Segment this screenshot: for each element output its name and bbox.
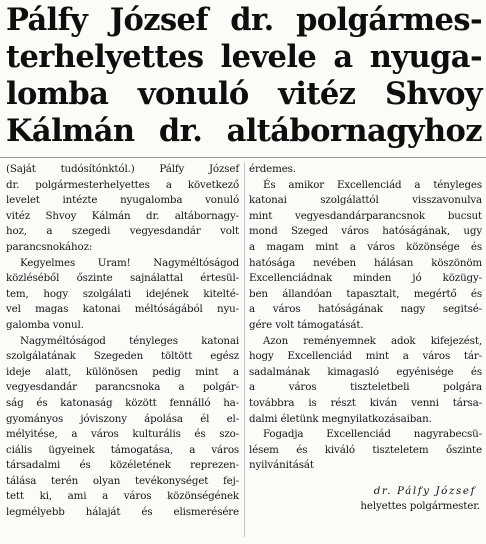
body-line: ciális ügyeinek támogatása, a város: [6, 443, 239, 456]
body-line: tálása terén olyan tevékonységet fej-: [6, 474, 239, 487]
body-line: Nagyméltóságod tényleges katonai: [20, 334, 239, 347]
body-line: vegyesdandár parancsnoka a polgár-: [6, 381, 239, 394]
headline-line: Pálfy József dr. polgármes-: [6, 2, 482, 38]
body-line: mélyitése, a város kulturális és szo-: [6, 428, 239, 441]
body-line: hoz, a szegedi vegyesdandár volt: [6, 225, 239, 238]
signature-name: dr. Pálfy József: [373, 484, 476, 497]
body-line: katonai szolgálattól visszavonulva: [249, 194, 482, 207]
body-line: a város tiszteletbeli polgára: [249, 381, 482, 394]
body-line: tem, hogy szolgálati idejének kitelté-: [6, 287, 239, 300]
body-line: dalmi életünk megnyilatkozásaiban.: [249, 412, 432, 425]
body-line: dr. polgármesterhelyettes a következő: [6, 178, 239, 191]
body-line: legmélyebb hálaját és elismerésére: [6, 506, 239, 519]
body-line: gyományos jóviszony ápolása él el-: [6, 412, 239, 425]
signature-title: helyettes polgármester.: [360, 500, 480, 513]
body-line: közléséből őszinte sajnálattal értesül-: [6, 272, 239, 285]
article-headline: [6, 2, 482, 150]
body-line: lésem és kiváló tiszteletem őszinte: [249, 443, 482, 456]
body-line: ság és katonaság között fennálló ha-: [6, 396, 239, 409]
body-line: Kegyelmes Uram! Nagyméltóságod: [20, 256, 239, 269]
signature-spacer: [249, 474, 482, 484]
body-line: mond Szeged város hatóságának, ugy: [249, 225, 482, 238]
body-line: levelet intézte nyugalomba vonuló: [6, 194, 239, 207]
body-line: tett ki, ami a város közönségének: [6, 490, 239, 503]
headline-line: lomba vonuló vitéz Shvoy: [6, 76, 482, 112]
body-line: (Saját tudósítónktól.) Pálfy József: [6, 163, 239, 175]
body-line: társadalmi és közéletének reprezen-: [6, 459, 239, 472]
body-line: nyilvánitását: [249, 459, 314, 472]
body-line: ben állandóan tapasztalt, megértő és: [249, 287, 482, 300]
article-right-column: [249, 162, 482, 515]
body-line: galomba vonul.: [6, 318, 84, 331]
body-line: a magam mint a város közönsége és: [249, 240, 482, 253]
column-divider: [244, 162, 245, 537]
headline-line: terhelyettes levele a nyuga-: [6, 39, 482, 75]
body-line: vel magas katonai méltóságából nyu-: [6, 303, 239, 316]
body-line: mint vegyesdandárparancsnok bucsut: [249, 209, 482, 222]
body-line: Azon reményemnek adok kifejezést,: [263, 334, 482, 347]
body-line: sadalmának kimagasló egyénisége és: [249, 365, 482, 378]
body-line: vitéz Shvoy Kálmán dr. altábornagy-: [6, 209, 239, 222]
headline-line: Kálmán dr. altábornagyhoz: [6, 113, 482, 149]
headline-divider: [0, 157, 486, 158]
body-line: szolgálatának Szegeden töltött egész: [6, 350, 239, 363]
body-line: gére volt támogatását.: [249, 318, 364, 331]
body-line: a város hatóságának nagy segitsé-: [249, 303, 482, 316]
body-line: hatósága nevében hálásan köszönöm: [249, 256, 482, 269]
body-line: Excellenciádnak minden jó közügy-: [249, 272, 482, 285]
body-line: És amikor Excellenciád a tényleges: [263, 178, 482, 191]
body-line: továbbra is részt kiván venni társa-: [249, 396, 482, 409]
body-line: Fogadja Excellenciád nagyrabecsü-: [263, 428, 482, 441]
body-line: hogy Excellenciád mint a város tár-: [249, 350, 482, 363]
article-left-column: [6, 162, 239, 521]
body-line: ideje alatt, különösen pedig mint a: [6, 365, 239, 378]
body-line: parancsnokához:: [6, 240, 93, 253]
body-line: érdemes.: [249, 163, 296, 175]
